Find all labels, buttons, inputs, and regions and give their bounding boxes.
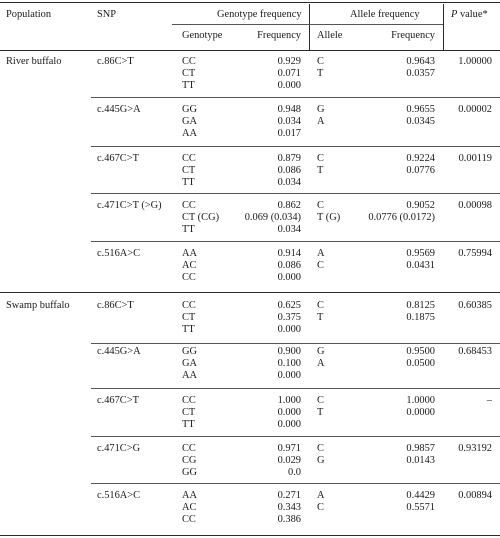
allele-cell: C bbox=[317, 502, 324, 514]
snp-name: c.86C>T bbox=[97, 300, 134, 311]
genotype-cell: AA bbox=[182, 370, 198, 382]
allele-cell: T bbox=[317, 312, 324, 324]
genotype-frequency-cell: 0.343 bbox=[277, 502, 301, 514]
header-group-rule-2 bbox=[309, 24, 443, 25]
genotype-frequency-cell: 0.000 bbox=[277, 370, 301, 382]
header-bottom-rule bbox=[0, 50, 500, 51]
allele-cell: G bbox=[317, 104, 325, 115]
allele-frequency-cell: 0.9052 bbox=[406, 200, 435, 211]
allele-cell: A bbox=[317, 116, 325, 128]
snp-separator-rule bbox=[91, 193, 500, 194]
genotype-frequency-cell: 0.386 bbox=[277, 514, 301, 526]
p-value-cell: 0.00119 bbox=[458, 153, 492, 164]
genotype-frequency-cell: 0.900 bbox=[277, 346, 301, 357]
snp-name: c.86C>T bbox=[97, 56, 134, 67]
genotype-cell: CC bbox=[182, 153, 196, 164]
allele-cell: A bbox=[317, 248, 325, 259]
genotype-frequency-cell: 0.017 bbox=[277, 128, 301, 140]
snp-name: c.516A>C bbox=[97, 490, 141, 501]
genotype-cell: GA bbox=[182, 358, 198, 370]
allele-cell: C bbox=[317, 300, 324, 311]
genotype-cell: CC bbox=[182, 443, 196, 454]
allele-cell: A bbox=[317, 358, 325, 370]
header-frequency-allele: Frequency bbox=[391, 30, 435, 41]
snp-separator-rule bbox=[91, 97, 500, 98]
snp-name: c.471C>G bbox=[97, 443, 141, 454]
allele-frequency-cell: 0.4429 bbox=[406, 490, 435, 501]
header-allele-frequency: Allele frequency bbox=[350, 9, 420, 20]
allele-frequency-cell: 0.1875 bbox=[406, 312, 435, 324]
allele-frequency-cell: 0.0143 bbox=[406, 455, 435, 467]
snp-separator-rule bbox=[91, 436, 500, 437]
p-value-cell: 1.00000 bbox=[458, 56, 492, 67]
p-value-cell: – bbox=[486, 395, 492, 406]
allele-frequency-cell: 0.9224 bbox=[406, 153, 435, 164]
allele-cell: T bbox=[317, 68, 324, 80]
allele-cell: T bbox=[317, 165, 324, 177]
header-divider-1 bbox=[309, 4, 310, 50]
header-p-rest: value* bbox=[457, 9, 488, 20]
p-value-cell: 0.00002 bbox=[458, 104, 492, 115]
allele-frequency-cell: 0.5571 bbox=[406, 502, 435, 514]
genotype-frequency-cell: 0.375 bbox=[277, 312, 301, 324]
genotype-cell: CT bbox=[182, 68, 196, 80]
genotype-cell: CC bbox=[182, 56, 196, 67]
genotype-cell: CC bbox=[182, 395, 196, 406]
allele-cell: C bbox=[317, 200, 324, 211]
genotype-frequency-cell: 0.971 bbox=[277, 443, 301, 454]
population-name: Swamp buffalo bbox=[6, 300, 70, 311]
p-value-cell: 0.00098 bbox=[458, 200, 492, 211]
genotype-frequency-cell: 0.069 (0.034) bbox=[244, 212, 301, 224]
snp-separator-rule bbox=[91, 146, 500, 147]
header-genotype-frequency: Genotype frequency bbox=[217, 9, 302, 20]
allele-frequency-cell: 1.0000 bbox=[406, 395, 435, 406]
header-allele: Allele bbox=[317, 30, 343, 41]
genotype-cell: CC bbox=[182, 300, 196, 311]
snp-name: c.445G>A bbox=[97, 346, 141, 357]
genotype-frequency-cell: 0.034 bbox=[277, 177, 301, 189]
allele-frequency-cell: 0.0431 bbox=[406, 260, 435, 272]
genotype-cell: CG bbox=[182, 455, 197, 467]
genotype-cell: CT bbox=[182, 312, 196, 324]
allele-cell: A bbox=[317, 490, 325, 501]
header-p-value bbox=[451, 9, 488, 21]
population-separator-rule bbox=[0, 292, 500, 293]
genotype-frequency-cell: 0.000 bbox=[277, 272, 301, 284]
genotype-frequency-cell: 0.000 bbox=[277, 80, 301, 92]
allele-frequency-cell: 0.0776 (0.0172) bbox=[368, 212, 435, 224]
header-divider-2 bbox=[443, 4, 444, 50]
allele-frequency-cell: 0.0357 bbox=[406, 68, 435, 80]
genotype-cell: AA bbox=[182, 128, 198, 140]
genotype-cell: GG bbox=[182, 104, 198, 115]
genotype-frequency-cell: 0.929 bbox=[277, 56, 301, 67]
allele-cell: C bbox=[317, 56, 324, 67]
allele-frequency-cell: 0.9500 bbox=[406, 346, 435, 357]
genotype-cell: TT bbox=[182, 224, 195, 236]
p-value-cell: 0.00894 bbox=[458, 490, 492, 501]
allele-cell: G bbox=[317, 455, 325, 467]
allele-cell: C bbox=[317, 153, 324, 164]
genotype-cell: CT bbox=[182, 165, 196, 177]
allele-frequency-cell: 0.8125 bbox=[406, 300, 435, 311]
genotype-cell: CT bbox=[182, 407, 196, 419]
snp-name: c.445G>A bbox=[97, 104, 141, 115]
genotype-frequency-cell: 0.271 bbox=[277, 490, 301, 501]
genotype-frequency-cell: 1.000 bbox=[277, 395, 301, 406]
genotype-frequency-cell: 0.948 bbox=[277, 104, 301, 115]
genotype-cell: AC bbox=[182, 502, 197, 514]
allele-cell: C bbox=[317, 443, 324, 454]
snp-name: c.471C>T (>G) bbox=[97, 200, 162, 211]
header-population: Population bbox=[6, 9, 52, 20]
genotype-frequency-cell: 0.071 bbox=[277, 68, 301, 80]
snp-name: c.516A>C bbox=[97, 248, 141, 259]
allele-cell: T (G) bbox=[317, 212, 341, 224]
genotype-frequency-cell: 0.034 bbox=[277, 116, 301, 128]
p-value-cell: 0.93192 bbox=[458, 443, 492, 454]
snp-separator-rule bbox=[91, 388, 500, 389]
table-top-rule bbox=[0, 2, 500, 3]
allele-frequency-cell: 0.0000 bbox=[406, 407, 435, 419]
genotype-cell: TT bbox=[182, 177, 195, 189]
header-frequency-genotype: Frequency bbox=[257, 30, 301, 41]
allele-cell: C bbox=[317, 395, 324, 406]
genotype-frequency-cell: 0.0 bbox=[288, 467, 301, 479]
p-value-cell: 0.75994 bbox=[458, 248, 492, 259]
header-group-rule-1 bbox=[172, 24, 309, 25]
genotype-cell: AC bbox=[182, 260, 197, 272]
genotype-frequency-cell: 0.029 bbox=[277, 455, 301, 467]
allele-cell: C bbox=[317, 260, 324, 272]
genotype-cell: AA bbox=[182, 490, 198, 501]
genotype-cell: TT bbox=[182, 80, 195, 92]
genotype-frequency-cell: 0.000 bbox=[277, 324, 301, 336]
genotype-frequency-cell: 0.100 bbox=[277, 358, 301, 370]
header-snp: SNP bbox=[97, 9, 117, 20]
genotype-cell: CC bbox=[182, 272, 196, 284]
genotype-frequency-cell: 0.034 bbox=[277, 224, 301, 236]
genotype-frequency-cell: 0.086 bbox=[277, 260, 301, 272]
genotype-cell: CC bbox=[182, 514, 196, 526]
genotype-cell: GA bbox=[182, 116, 198, 128]
snp-separator-rule bbox=[91, 483, 500, 484]
allele-cell: T bbox=[317, 407, 324, 419]
genotype-frequency-cell: 0.000 bbox=[277, 407, 301, 419]
genotype-cell: GG bbox=[182, 346, 198, 357]
snp-separator-rule bbox=[91, 241, 500, 242]
genotype-cell: GG bbox=[182, 467, 198, 479]
genotype-frequency-cell: 0.862 bbox=[277, 200, 301, 211]
p-value-cell: 0.68453 bbox=[458, 346, 492, 357]
genotype-frequency-cell: 0.625 bbox=[277, 300, 301, 311]
snp-name: c.467C>T bbox=[97, 395, 139, 406]
genotype-frequency-cell: 0.086 bbox=[277, 165, 301, 177]
allele-frequency-cell: 0.9655 bbox=[406, 104, 435, 115]
genotype-cell: TT bbox=[182, 324, 195, 336]
table-bottom-rule bbox=[0, 535, 500, 536]
genotype-cell: TT bbox=[182, 419, 195, 431]
snp-name: c.467C>T bbox=[97, 153, 139, 164]
snp-separator-rule bbox=[91, 343, 500, 344]
population-name: River buffalo bbox=[6, 56, 62, 67]
allele-frequency-cell: 0.9569 bbox=[406, 248, 435, 259]
allele-frequency-cell: 0.9643 bbox=[406, 56, 435, 67]
allele-cell: G bbox=[317, 346, 325, 357]
genotype-frequency-cell: 0.000 bbox=[277, 419, 301, 431]
allele-frequency-cell: 0.0345 bbox=[406, 116, 435, 128]
allele-frequency-cell: 0.9857 bbox=[406, 443, 435, 454]
genotype-cell: CC bbox=[182, 200, 196, 211]
allele-frequency-cell: 0.0500 bbox=[406, 358, 435, 370]
allele-frequency-cell: 0.0776 bbox=[406, 165, 435, 177]
genotype-cell: CT (CG) bbox=[182, 212, 220, 224]
header-p-italic: P bbox=[451, 9, 458, 20]
p-value-cell: 0.60385 bbox=[458, 300, 492, 311]
header-genotype: Genotype bbox=[182, 30, 223, 41]
genotype-frequency-cell: 0.879 bbox=[277, 153, 301, 164]
genotype-cell: AA bbox=[182, 248, 198, 259]
genotype-frequency-cell: 0.914 bbox=[277, 248, 301, 259]
